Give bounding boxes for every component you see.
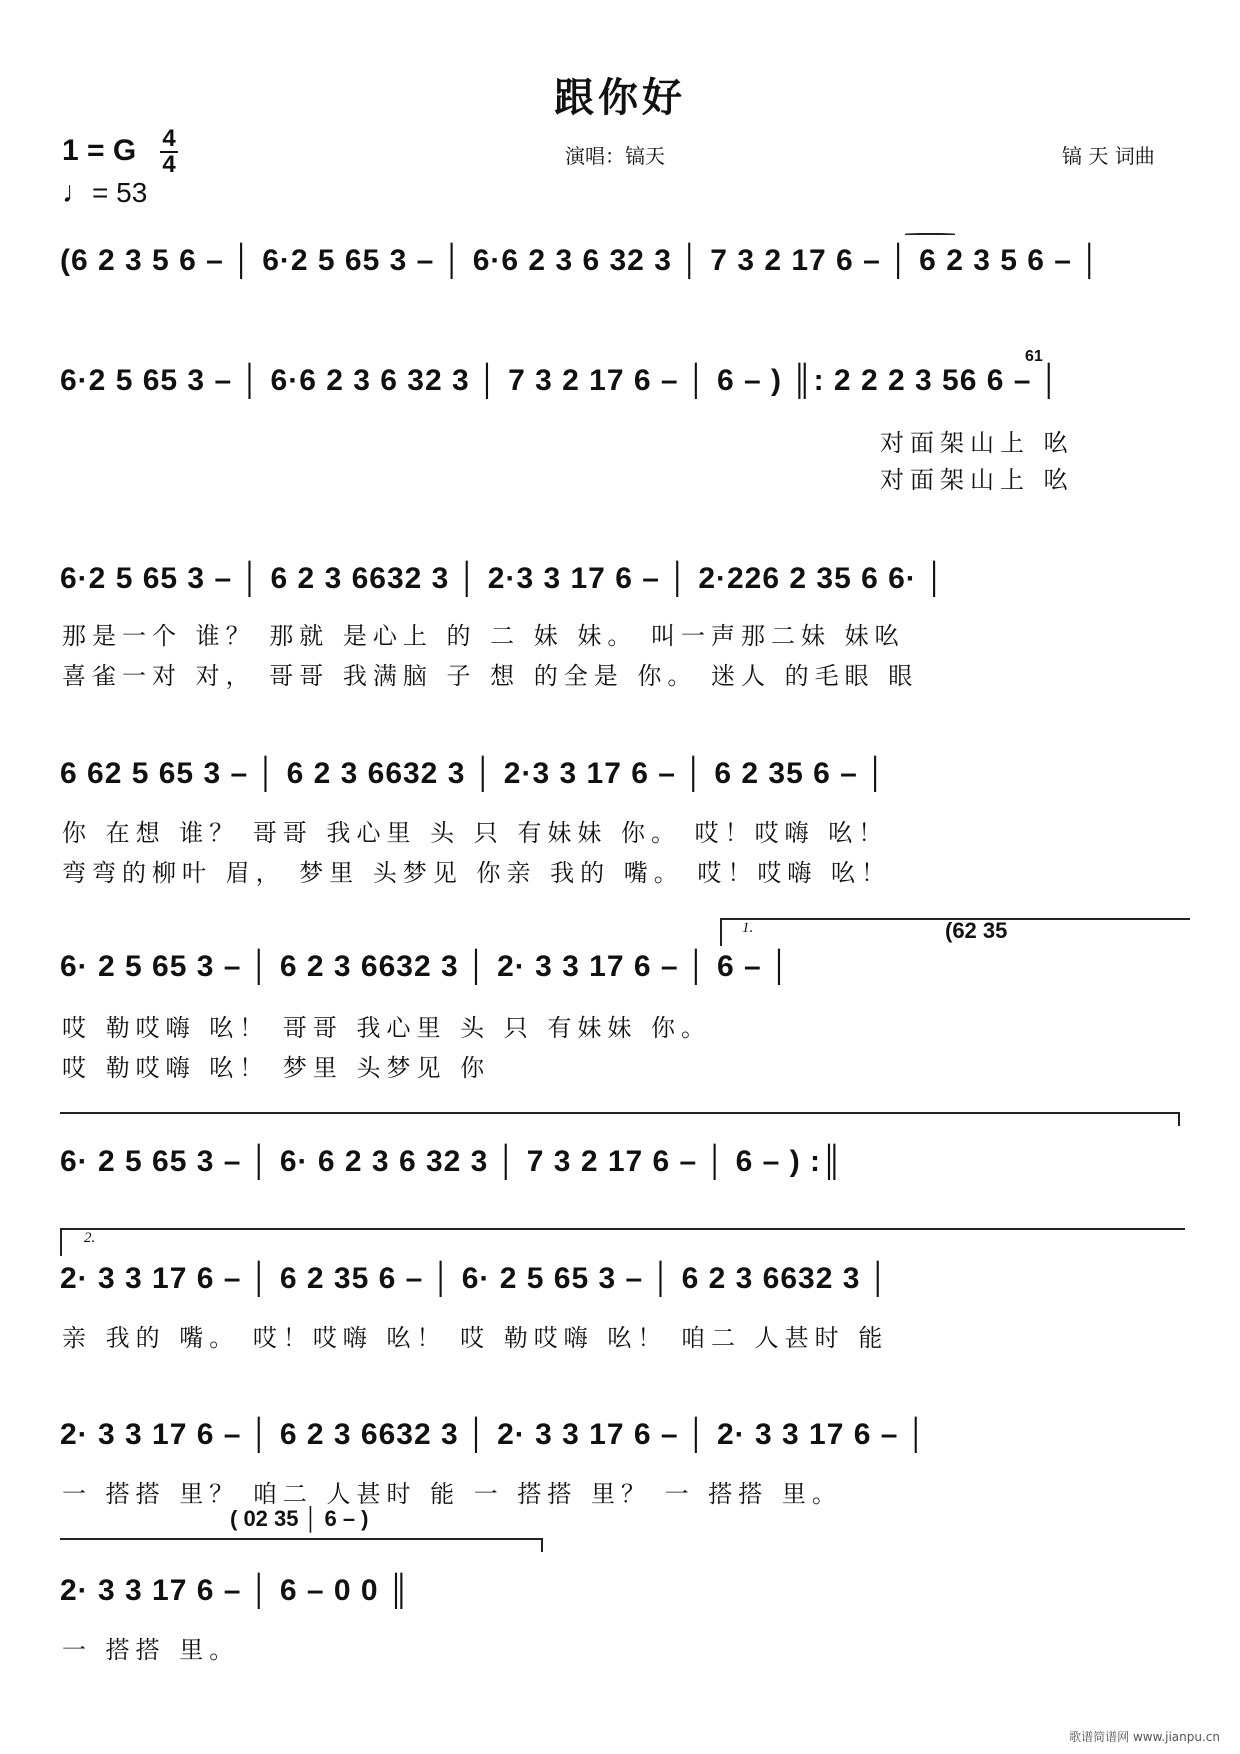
final-ending-bracket-end bbox=[541, 1538, 543, 1552]
tie-arc bbox=[905, 233, 955, 235]
lyric-row-5b: 哎 勒哎嗨 吆！ 梦里 头梦见 你 bbox=[62, 1054, 491, 1082]
lyric-row-5a: 哎 勒哎嗨 吆！ 哥哥 我心里 头 只 有妹妹 你。 bbox=[62, 1014, 712, 1042]
time-signature bbox=[160, 125, 178, 178]
music-row-1: (6 2 3 5 6 – │ 6·2 5 65 3 – │ 6·6 2 3 6 32 3 │ 7 3 2 17 6 – │ 6 2 3 5 6 – │ bbox=[60, 244, 1102, 277]
meter-bottom: 4 bbox=[162, 151, 176, 178]
page-title: 跟你好 bbox=[554, 74, 686, 121]
first-ending-bracket-end bbox=[1178, 1112, 1180, 1126]
music-row-9: 2· 3 3 17 6 – │ 6 – 0 0 ║ bbox=[60, 1574, 411, 1607]
lyric-row-2b: 对面架山上 吆 bbox=[880, 466, 1074, 494]
fill-notes-final: ( 02 35 │ 6 – ) bbox=[230, 1506, 369, 1531]
singer-credit: 演唱：镐天 bbox=[565, 144, 665, 168]
music-row-2: 6·2 5 65 3 – │ 6·6 2 3 6 32 3 │ 7 3 2 17 6 – │ 6 – ) ║: 2 2 2 3 56 6 – │ bbox=[60, 364, 1061, 397]
music-row-7: 2· 3 3 17 6 – │ 6 2 35 6 – │ 6· 2 5 65 3 – │ 6 2 3 6632 3 │ bbox=[60, 1262, 890, 1295]
lyric-row-3b: 喜雀一对 对， 哥哥 我满脑 子 想 的全是 你。 迷人 的毛眼 眼 bbox=[62, 662, 919, 690]
lyric-row-8a: 一 搭搭 里？ 咱二 人甚时 能 一 搭搭 里？ 一 搭搭 里。 bbox=[62, 1480, 842, 1508]
music-row-6: 6· 2 5 65 3 – │ 6· 6 2 3 6 32 3 │ 7 3 2 17 6 – │ 6 – ) :║ bbox=[60, 1145, 844, 1178]
second-ending-bracket bbox=[60, 1228, 1185, 1230]
lyric-row-2a: 对面架山上 吆 bbox=[880, 429, 1074, 457]
lyric-row-4b: 弯弯的柳叶 眉， 梦里 头梦见 你亲 我的 嘴。 哎！哎嗨 吆！ bbox=[62, 859, 892, 887]
tempo-value: = 53 bbox=[92, 177, 148, 208]
lyric-row-3a: 那是一个 谁？ 那就 是心上 的 二 妹 妹。 叫一声那二妹 妹吆 bbox=[62, 622, 905, 650]
final-ending-bracket bbox=[60, 1538, 542, 1540]
tempo-marking bbox=[62, 176, 147, 210]
first-ending-number: 1. bbox=[742, 920, 754, 936]
lyric-row-9a: 一 搭搭 里。 bbox=[62, 1636, 240, 1664]
grace-note: 61 bbox=[1025, 348, 1043, 365]
quarter-note-icon: ♩ bbox=[62, 176, 92, 209]
fill-notes: (62 35 bbox=[945, 918, 1008, 943]
first-ending-bracket-continued bbox=[60, 1112, 1180, 1114]
music-row-3: 6·2 5 65 3 – │ 6 2 3 6632 3 │ 2·3 3 17 6 – │ 2·226 2 35 6 6· │ bbox=[60, 562, 946, 595]
second-ending-bracket-edge bbox=[60, 1228, 62, 1256]
music-row-8: 2· 3 3 17 6 – │ 6 2 3 6632 3 │ 2· 3 3 17 6 – │ 2· 3 3 17 6 – │ bbox=[60, 1418, 928, 1451]
composer-credit: 镐 天 词曲 bbox=[1062, 144, 1155, 168]
lyric-row-4a: 你 在想 谁？ 哥哥 我心里 头 只 有妹妹 你。 哎！哎嗨 吆！ bbox=[62, 819, 889, 847]
music-row-4: 6 62 5 65 3 – │ 6 2 3 6632 3 │ 2·3 3 17 6 – │ 6 2 35 6 – │ bbox=[60, 757, 887, 790]
music-row-5: 6· 2 5 65 3 – │ 6 2 3 6632 3 │ 2· 3 3 17 6 – │ 6 – │ bbox=[60, 950, 791, 983]
meter-top: 4 bbox=[162, 125, 176, 152]
second-ending-number: 2. bbox=[84, 1230, 96, 1246]
key-signature: 1 = G bbox=[62, 134, 137, 167]
lyric-row-7a: 亲 我的 嘴。 哎！哎嗨 吆！ 哎 勒哎嗨 吆！ 咱二 人甚时 能 bbox=[62, 1324, 889, 1352]
first-ending-bracket-edge bbox=[720, 918, 722, 946]
watermark-footer: 歌谱简谱网 www.jianpu.cn bbox=[1069, 1730, 1220, 1744]
